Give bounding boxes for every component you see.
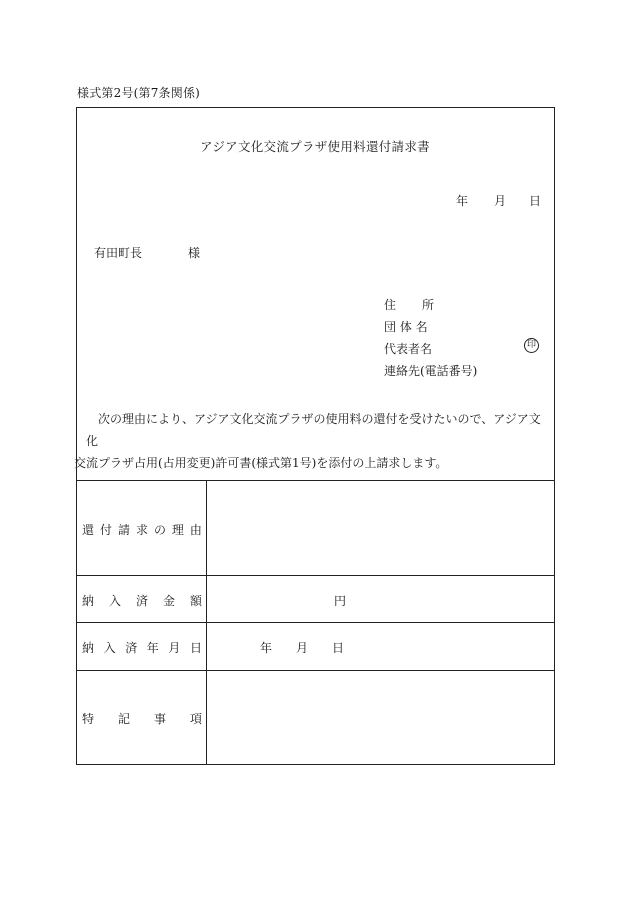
refund-reason-field[interactable]	[208, 481, 554, 574]
form-title: アジア文化交流プラザ使用料還付請求書	[200, 139, 430, 154]
table-row-divider-2	[76, 622, 555, 623]
applicant-address-label: 住 所	[384, 298, 435, 312]
paid-date-month: 月	[296, 641, 309, 655]
form-number: 様式第2号(第7条関係)	[77, 86, 201, 100]
addressee-honorific: 様	[188, 246, 201, 260]
applicant-representative-label: 代表者名	[384, 342, 433, 356]
applicant-contact-label: 連絡先(電話番号)	[384, 364, 478, 378]
date-year: 年	[456, 194, 469, 208]
table-row-divider-1	[76, 575, 555, 576]
remarks-field[interactable]	[208, 671, 554, 764]
request-statement-line2: 交流プラザ占用(占用変更)許可書(様式第1号)を添付の上請求します。	[74, 456, 448, 470]
date-day: 日	[529, 194, 542, 208]
table-column-divider	[206, 480, 207, 765]
paid-date-day: 日	[332, 641, 345, 655]
refund-reason-label: 還 付 請 求 の 理 由	[82, 523, 202, 537]
paid-amount-unit: 円	[334, 594, 347, 608]
paid-date-year: 年	[260, 641, 273, 655]
date-month: 月	[494, 194, 507, 208]
paid-amount-label: 納 入 済 金 額	[82, 594, 202, 608]
applicant-group-label: 団 体 名	[384, 320, 428, 334]
paid-date-label: 納 入 済 年 月 日	[82, 641, 202, 655]
request-statement	[74, 408, 552, 474]
request-statement-line1: 次の理由により、アジア文化交流プラザの使用料の還付を受けたいので、アジア文化	[86, 412, 541, 448]
remarks-label: 特 記 事 項	[82, 712, 202, 726]
addressee-name: 有田町長	[94, 246, 143, 260]
seal-mark: 印	[524, 338, 539, 353]
